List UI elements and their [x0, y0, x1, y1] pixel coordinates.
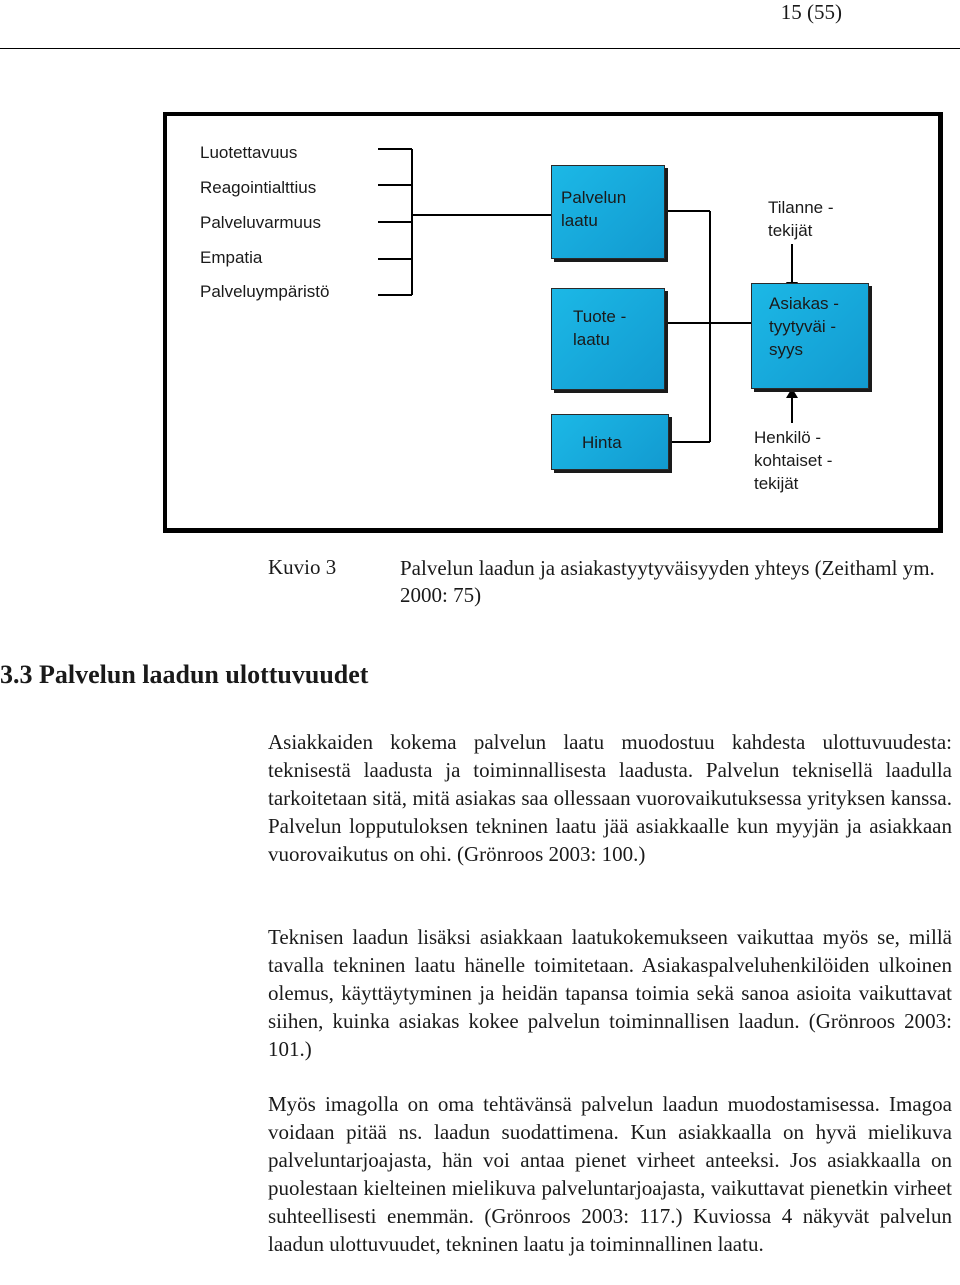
- section-heading: 3.3 Palvelun laadun ulottuvuudet: [0, 660, 369, 689]
- service-quality-line-1: Palvelun: [561, 188, 627, 207]
- dimension-responsiveness: Reagointialttius: [200, 178, 317, 197]
- situational-line-1: Tilanne -: [768, 198, 834, 217]
- product-quality-line-2: laatu: [573, 330, 610, 349]
- personal-line-3: tekijät: [754, 474, 799, 493]
- situational-factors: [768, 196, 834, 242]
- page-number: 15 (55): [780, 0, 842, 24]
- satisfaction-line-2: tyytyväi -: [769, 317, 837, 336]
- paragraph-3: Myös imagolla on oma tehtävänsä palvelun laadun muodostamisessa. Imagoa voidaan pitää ns. laadun suodattimena. Kun asiakkaalla on hyvä mielikuva palveluntarjoajasta, hän voi antaa pienet virheet anteeksi. Jos asiakkaalla on puolestaan kielteinen mielikuva palveluntarjoajasta, vaikuttavat pienetkin virheet suhteellisesti enemmän. (Grönroos 2003: 117.) Kuviossa 4 näkyvät palvelun laadun ulottuvuudet, tekninen laatu ja toiminnallinen laatu.: [268, 1092, 952, 1256]
- dimension-reliability: Luotettavuus: [200, 143, 298, 162]
- satisfaction-line-1: Asiakas -: [769, 294, 839, 313]
- personal-line-2: kohtaiset -: [754, 451, 833, 470]
- service-quality-box: [551, 165, 665, 259]
- figure-caption-label: Kuvio 3: [268, 555, 337, 579]
- figure-caption-text: Palvelun laadun ja asiakastyytyväisyyden yhteys (Zeithaml ym. 2000: 75): [400, 556, 935, 607]
- price-label: Hinta: [582, 433, 622, 452]
- service-quality-line-2: laatu: [561, 211, 598, 230]
- paragraph-2: Teknisen laadun lisäksi asiakkaan laatukokemukseen vaikuttaa myös se, millä tavalla tekninen laatu hänelle toimitetaan. Asiakaspalveluhenkilöiden ulkoinen olemus, käyttäytyminen ja heidän tapansa toimia sekä sanoa asioita vaikuttavat siihen, kuinka asiakas kokee palvelun toiminnallisen laadun. (Grönroos 2003: 101.): [268, 925, 952, 1061]
- situational-line-2: tekijät: [768, 221, 813, 240]
- dimension-environment: Palveluympäristö: [200, 282, 330, 301]
- satisfaction-line-3: syys: [769, 340, 803, 359]
- dimension-assurance: Palveluvarmuus: [200, 213, 321, 232]
- product-quality-box: [551, 288, 665, 390]
- product-quality-line-1: Tuote -: [573, 307, 627, 326]
- customer-satisfaction-box: [751, 283, 869, 389]
- personal-line-1: Henkilö -: [754, 428, 822, 447]
- dimension-empathy: Empatia: [200, 248, 263, 267]
- paragraph-1: Asiakkaiden kokema palvelun laatu muodostuu kahdesta ulottuvuudesta: teknisestä laadusta ja toiminnallisesta laadusta. Palvelun teknisellä laadulla tarkoitetaan sitä, mitä asiakas saa ollessaan vuorovaikutuksessa yrityksen kanssa. Palvelun lopputuloksen tekninen laatu jää asiakkaalle kun myyjän ja asiakkaan vuorovaikutus on ohi. (Grönroos 2003: 100.): [268, 730, 952, 866]
- personal-factors: [754, 426, 832, 495]
- price-box: [551, 414, 669, 470]
